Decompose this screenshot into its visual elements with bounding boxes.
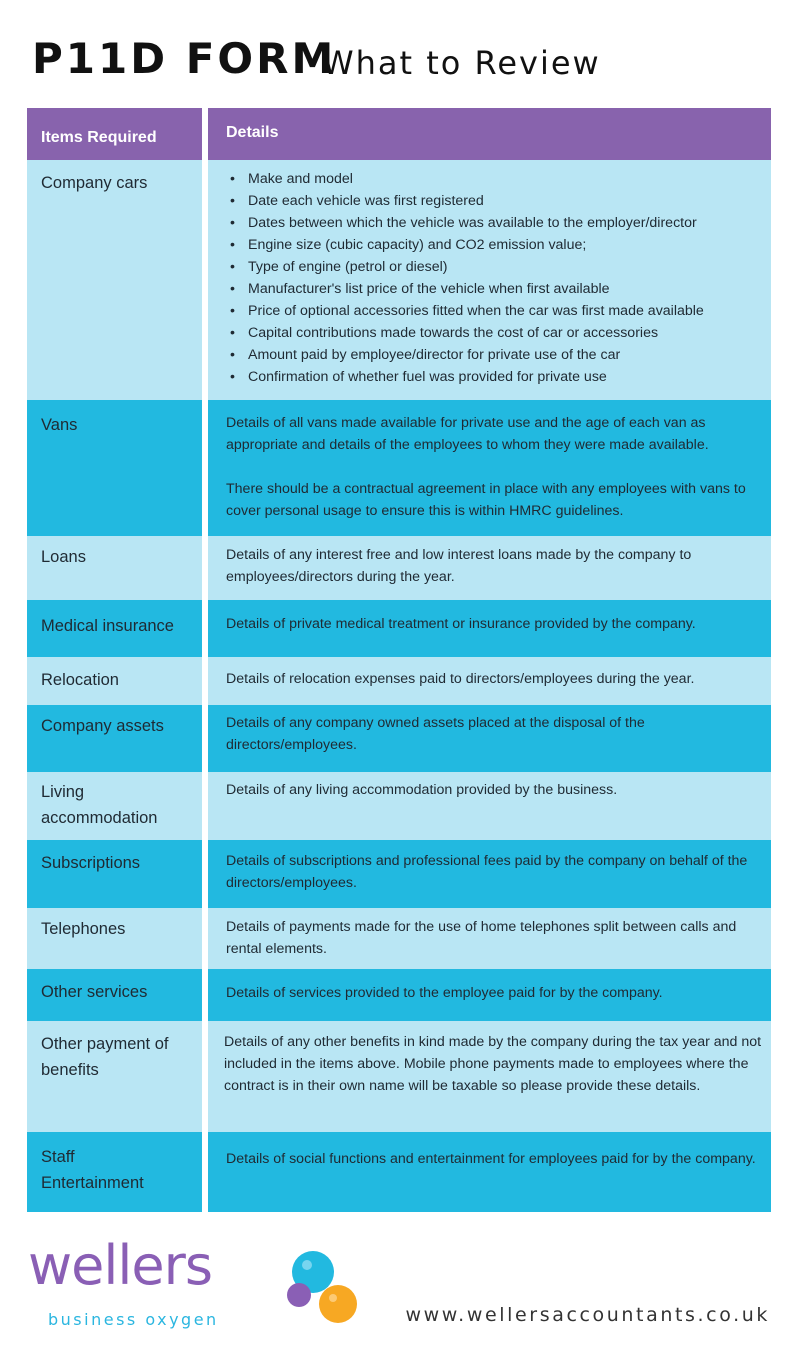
list-item: • Price of optional accessories fitted when the car was first made available [230, 300, 763, 322]
list-item: • Manufacturer's list price of the vehicle when first available [230, 278, 763, 300]
item-label: Other payment of benefits [27, 1021, 202, 1132]
item-details: Details of any other benefits in kind made by the company during the tax year and not included in the items above. Mobile phone payments made to employees where the contract is in their own name will be taxable so please provide these details. [208, 1021, 771, 1132]
item-details: Details of private medical treatment or insurance provided by the company. [208, 600, 771, 657]
list-item: • Confirmation of whether fuel was provided for private use [230, 366, 763, 388]
table-row [27, 536, 771, 600]
table-row [27, 1021, 771, 1132]
purple-bubble-icon [287, 1283, 311, 1307]
item-label: Vans [27, 400, 202, 536]
column-header-items: Items Required [27, 108, 202, 160]
list-item: • Type of engine (petrol or diesel) [230, 256, 763, 278]
list-item: • Amount paid by employee/director for private use of the car [230, 344, 763, 366]
company-cars-list [226, 168, 763, 388]
list-item: • Date each vehicle was first registered [230, 190, 763, 212]
table-row [27, 400, 771, 536]
item-details: Details of social functions and entertainment for employees paid for by the company. [208, 1132, 771, 1212]
item-label: Living accommodation [27, 772, 202, 840]
item-details [208, 160, 771, 400]
logo-tagline: business oxygen [48, 1310, 219, 1329]
website-url: www.wellersaccountants.co.uk [405, 1304, 770, 1326]
list-item: • Capital contributions made towards the cost of car or accessories [230, 322, 763, 344]
logo-wordmark: wellers [28, 1234, 212, 1297]
table-row [27, 160, 771, 400]
item-details: Details of subscriptions and professional fees paid by the company on behalf of the directors/employees. [208, 840, 771, 908]
wellers-logo [28, 1234, 338, 1333]
table-row [27, 908, 771, 969]
list-item: • Make and model [230, 168, 763, 190]
table-row [27, 600, 771, 657]
table-row [27, 772, 771, 840]
item-label: Loans [27, 536, 202, 600]
table-row [27, 1132, 771, 1212]
table-header-row [27, 108, 771, 160]
item-details: Details of payments made for the use of home telephones split between calls and rental elements. [208, 908, 771, 969]
list-item: • Engine size (cubic capacity) and CO2 emission value; [230, 234, 763, 256]
item-details: Details of any interest free and low interest loans made by the company to employees/directors during the year. [208, 536, 771, 600]
orange-bubble-icon [319, 1285, 357, 1323]
item-details [208, 400, 771, 536]
item-label: Telephones [27, 908, 202, 969]
list-item: • Dates between which the vehicle was available to the employer/director [230, 212, 763, 234]
item-label: Company cars [27, 160, 202, 400]
detail-paragraph: There should be a contractual agreement in place with any employees with vans to cover personal usage to ensure this is within HMRC guidelines. [226, 481, 746, 519]
item-details: Details of services provided to the employee paid for by the company. [208, 969, 771, 1021]
item-label: Other services [27, 969, 202, 1021]
page-subtitle: What to Review [322, 44, 601, 82]
item-details: Details of any living accommodation provided by the business. [208, 772, 771, 840]
item-details: Details of any company owned assets placed at the disposal of the directors/employees. [208, 705, 771, 772]
item-label: Company assets [27, 705, 202, 772]
table-row [27, 705, 771, 772]
page-title: P11D FORM [32, 34, 337, 83]
column-header-details: Details [208, 108, 771, 160]
table-row [27, 969, 771, 1021]
item-details: Details of relocation expenses paid to directors/employees during the year. [208, 657, 771, 705]
item-label: Staff Entertainment [27, 1132, 202, 1212]
item-label: Medical insurance [27, 600, 202, 657]
table-row [27, 657, 771, 705]
page-header [32, 34, 772, 94]
detail-paragraph: Details of all vans made available for private use and the age of each van as appropriate and details of the employees to whom they were made available. [226, 415, 709, 453]
table-row [27, 840, 771, 908]
item-label: Subscriptions [27, 840, 202, 908]
logo-bubbles-icon [258, 1248, 358, 1333]
column-divider [202, 108, 208, 1212]
item-label: Relocation [27, 657, 202, 705]
